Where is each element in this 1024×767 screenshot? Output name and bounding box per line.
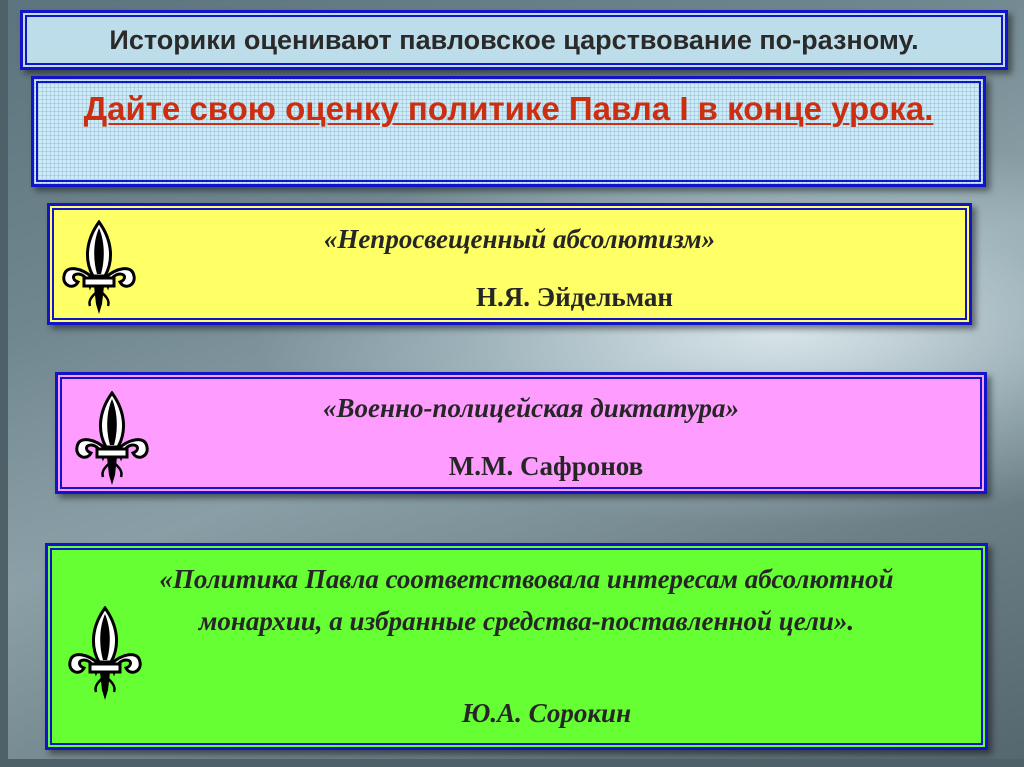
opinion-quote: «Политика Павла соответствовала интересам абсолютной монархии, а избранные средства-поставленной цели». xyxy=(159,564,894,636)
opinion-quote: «Военно-полицейская диктатура» xyxy=(322,393,740,423)
opinion-card-sorokin xyxy=(45,543,988,750)
opinion-author: Ю.А. Сорокин xyxy=(461,698,632,728)
task-banner xyxy=(31,76,986,187)
opinion-author: М.М. Сафронов xyxy=(448,451,644,481)
title-banner xyxy=(20,10,1008,70)
task-text: Дайте свою оценку политике Павла I в конце урока. xyxy=(83,90,934,127)
opinion-card-safronov xyxy=(55,372,987,494)
opinion-quote: «Непросвещенный абсолютизм» xyxy=(323,224,716,254)
slide-title: Историки оценивают павловское царствование по-разному. xyxy=(109,24,919,55)
opinion-card-eidelman xyxy=(47,203,972,325)
opinion-author: Н.Я. Эйдельман xyxy=(476,282,673,312)
